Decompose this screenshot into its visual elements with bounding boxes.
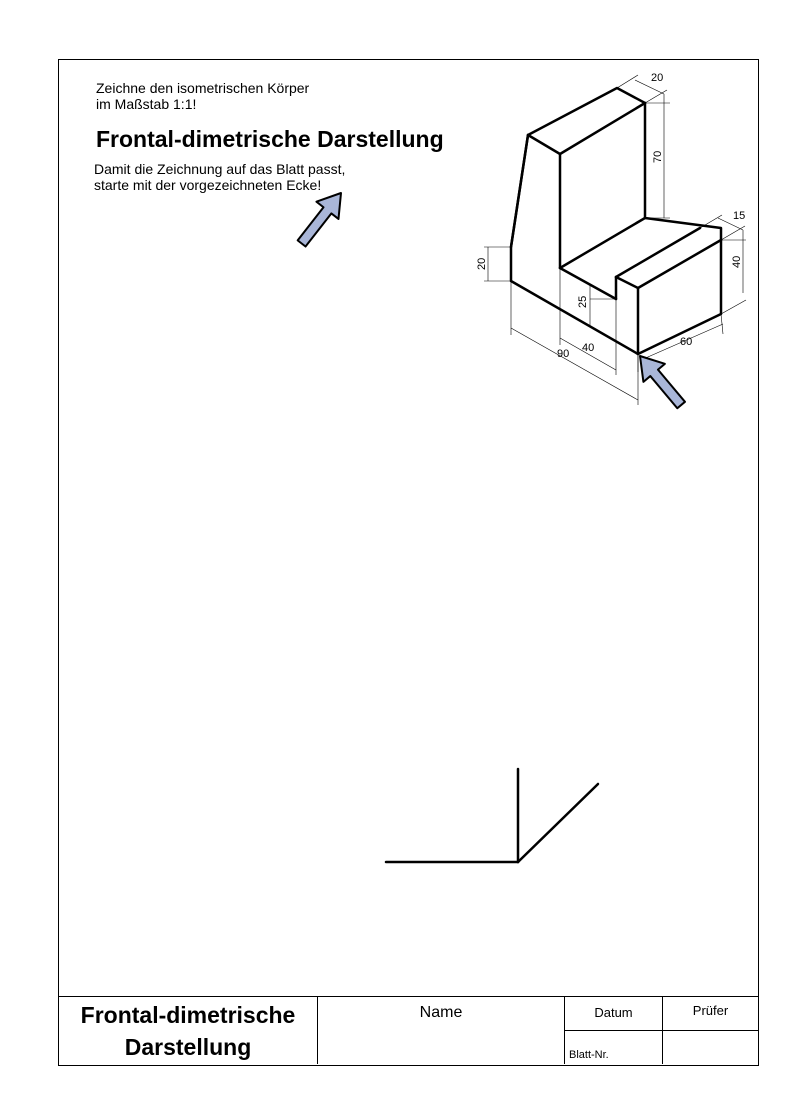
body-edge <box>511 135 528 247</box>
dimension-lines <box>484 75 746 405</box>
instruction-line-2: im Maßstab 1:1! <box>96 96 197 112</box>
dim-total-width: 90 <box>557 348 570 360</box>
hint-line-2: starte mit der vorgezeichneten Ecke! <box>94 177 322 193</box>
task-heading: Frontal-dimetrische Darstellung <box>96 126 444 152</box>
title-line-2: Darstellung <box>124 1033 252 1060</box>
name-field[interactable]: Name <box>318 997 565 1064</box>
dim-height-right: 40 <box>731 255 743 268</box>
body-edge <box>560 268 616 299</box>
body-edge <box>616 228 700 277</box>
arrow-pointer-icon <box>629 347 692 414</box>
dim-step-height: 25 <box>577 295 589 308</box>
dim-height-left: 20 <box>476 257 488 270</box>
body-edge <box>616 277 638 288</box>
sheet-number-field[interactable]: Blatt-Nr. <box>565 1031 663 1064</box>
dim-depth-right: 15 <box>733 210 746 222</box>
instruction-line-1: Zeichne den isometrischen Körper <box>96 80 310 96</box>
starting-corner <box>386 769 598 862</box>
dim-height-back: 70 <box>652 150 664 163</box>
body-edge <box>528 135 560 154</box>
dim-depth-top: 20 <box>651 72 664 84</box>
body-edge <box>638 240 721 288</box>
body-edge <box>560 218 645 268</box>
dim-slot-width: 40 <box>582 342 595 354</box>
hint-line-1: Damit die Zeichnung auf das Blatt passt, <box>94 161 346 177</box>
checker-field[interactable]: Prüfer <box>663 997 758 1031</box>
dim-block-width: 60 <box>680 336 693 348</box>
arrow-pointer-icon <box>291 184 352 252</box>
corner-depth-edge <box>518 784 598 862</box>
date-field[interactable]: Datum <box>565 997 663 1031</box>
title-line-1: Frontal-dimetrische <box>80 1001 296 1028</box>
